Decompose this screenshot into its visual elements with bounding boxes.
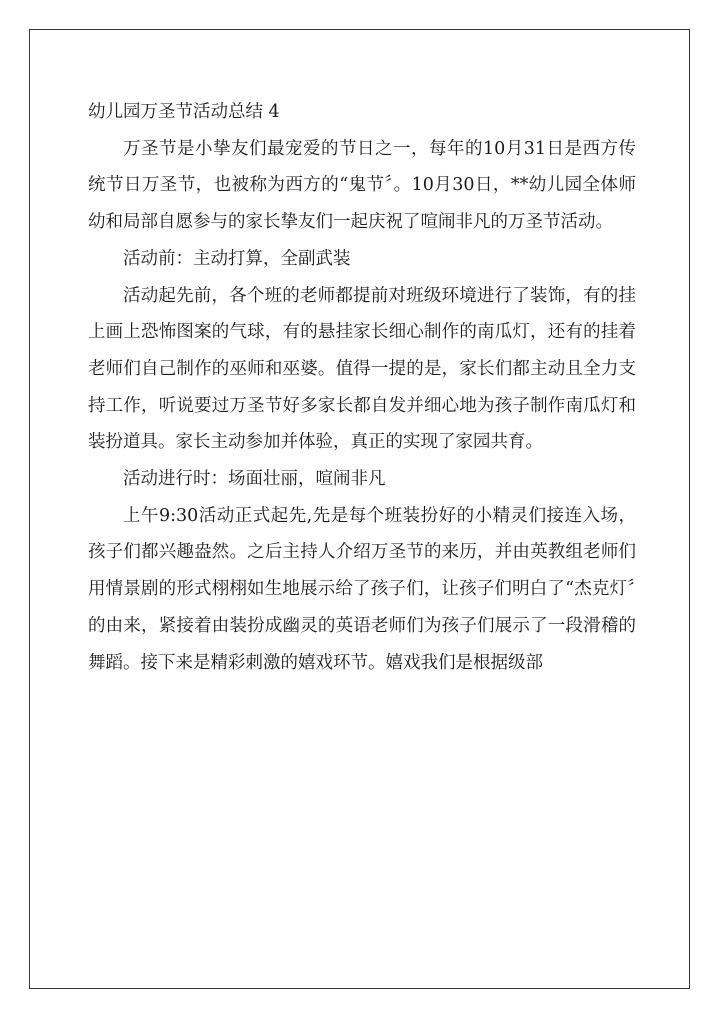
paragraph-activity: 上午9:30活动正式起先,先是每个班装扮好的小精灵们接连入场，孩子们都兴趣盎然。之后主持人介绍万圣节的来历，并由英教组老师们用情景剧的形式栩栩如生地展示给了孩子们，让孩子们明白了“杰克灯〞的由来，紧接着由装扮成幽灵的英语老师们为孩子们展示了一段滑稽的舞蹈。接下来是精彩刺激的嬉戏环节。嬉戏我们是根据级部 — [88, 505, 636, 673]
paragraph-preparation: 活动起先前，各个班的老师都提前对班级环境进行了装饰，有的挂上画上恐怖图案的气球，有的悬挂家长细心制作的南瓜灯，还有的挂着老师们自己制作的巫师和巫婆。值得一提的是，家长们都主动且全力支持工作，听说要过万圣节好多家长都自发并细心地为孩子制作南瓜灯和装扮道具。家长主动参加并体验，真正的实现了家园共育。 — [88, 285, 636, 453]
document-title: 幼儿园万圣节活动总结 4 — [88, 102, 280, 122]
section-heading-before: 活动前：主动打算，全副武装 — [123, 248, 351, 269]
paragraph-intro: 万圣节是小挚友们最宠爱的节日之一，每年的10月31日是西方传统节日万圣节，也被称为西方的“鬼节〞。10月30日，**幼儿园全体师幼和局部自愿参与的家长挚友们一起庆祝了喧闹非凡的万圣节活动。 — [88, 138, 636, 233]
document-body — [88, 94, 636, 681]
section-heading-during: 活动进行时：场面壮丽，喧闹非凡 — [123, 469, 386, 490]
